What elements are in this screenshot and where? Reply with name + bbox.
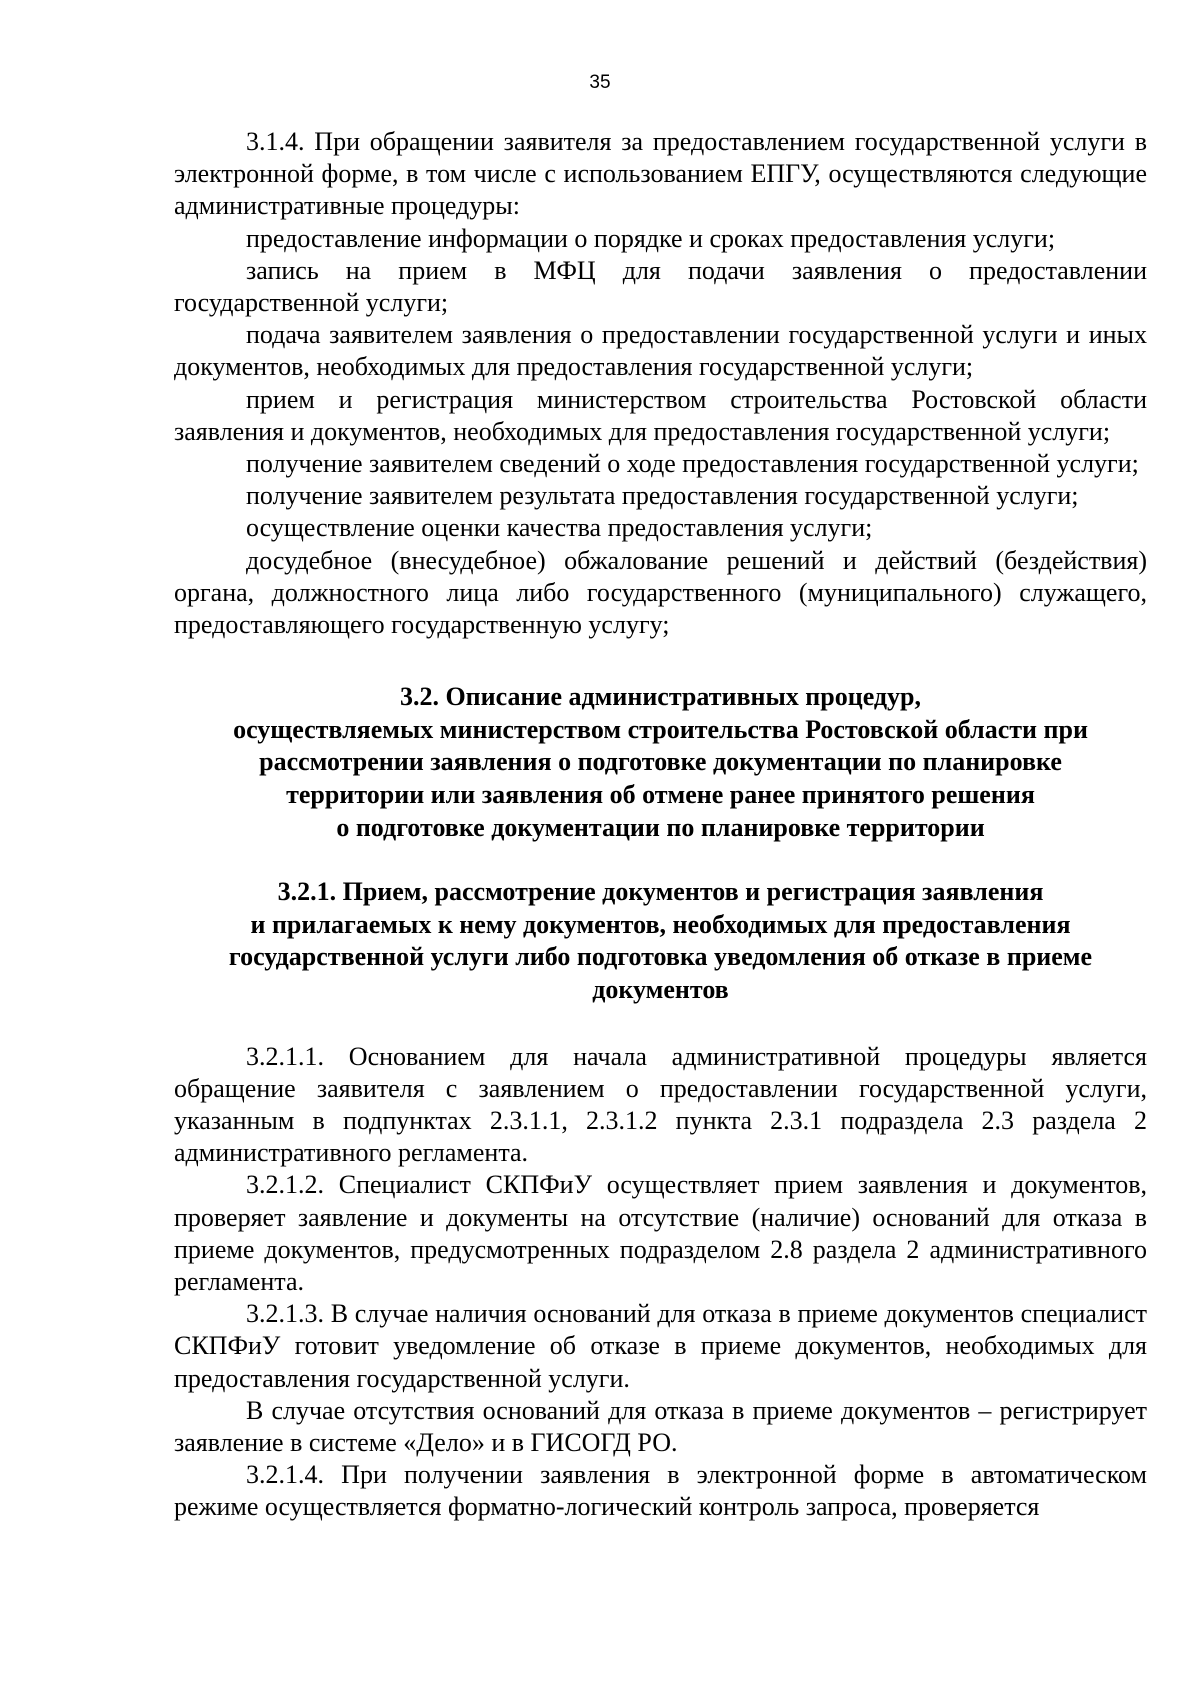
page-number: 35 (589, 72, 611, 93)
heading-line: и прилагаемых к нему документов, необходимых для предоставления (250, 909, 1071, 939)
list-item-appeal: досудебное (внесудебное) обжалование решений и действий (бездействия) органа, должностного лица либо государственного (муниципального) служащего, предоставляющего государственную услугу; (174, 545, 1147, 640)
list-item-progress-info: получение заявителем сведений о ходе предоставления государственной услуги; (246, 449, 1139, 479)
paragraph-3-1-4: 3.1.4. При обращении заявителя за предоставлением государственной услуги в электронной форме, в том числе с использованием ЕПГУ, осуществляются следующие административные процедуры: (174, 127, 1147, 221)
section-heading-3-2 (174, 681, 1147, 844)
document-body (174, 126, 1147, 1524)
heading-line: о подготовке документации по планировке территории (336, 812, 985, 842)
heading-line: осуществляемых министерством строительства Ростовской области при (233, 714, 1088, 744)
paragraph-3-2-1-4: 3.2.1.4. При получении заявления в электронной форме в автоматическом режиме осуществляется форматно-логический контроль запроса, проверяется (174, 1460, 1147, 1522)
paragraph-no-grounds: В случае отсутствия оснований для отказа в приеме документов – регистрирует заявление в системе «Дело» и в ГИСОГД РО. (174, 1395, 1147, 1458)
heading-line: документов (592, 975, 729, 1004)
list-item-mfc-appointment: запись на прием в МФЦ для подачи заявления о предоставлении государственной услуги; (174, 255, 1147, 318)
heading-line: территории или заявления об отмене ранее принятого решения (286, 780, 1035, 810)
list-item-result: получение заявителем результата предоставления государственной услуги; (246, 481, 1079, 511)
list-item-quality-assessment: осуществление оценки качества предоставления услуги; (246, 513, 873, 543)
spacer (174, 1007, 1147, 1041)
heading-line: государственной услуги либо подготовка уведомления об отказе в приеме (228, 942, 1093, 972)
subsection-heading-3-2-1 (174, 876, 1147, 1006)
list-item-registration: прием и регистрация министерством строительства Ростовской области заявления и документов, необходимых для предоставления государственной услуги; (174, 384, 1147, 446)
list-item-information: предоставление информации о порядке и сроках предоставления услуги; (246, 223, 1056, 253)
spacer (174, 844, 1147, 876)
list-item-submission: подача заявителем заявления о предоставлении государственной услуги и иных документов, необходимых для предоставления государственной услуги; (174, 320, 1147, 382)
paragraph-3-2-1-3: 3.2.1.3. В случае наличия оснований для отказа в приеме документов специалист СКПФиУ готовит уведомление об отказе в приеме документов, необходимых для предоставления государственной услуги. (174, 1299, 1147, 1393)
heading-line: 3.2.1. Прием, рассмотрение документов и регистрация заявления (277, 877, 1044, 907)
heading-line: рассмотрении заявления о подготовке документации по планировке (259, 747, 1062, 777)
paragraph-3-2-1-2: 3.2.1.2. Специалист СКПФиУ осуществляет прием заявления и документов, проверяет заявление и документы на отсутствие (наличие) оснований для отказа в приеме документов, предусмотренных подразделом 2.8 раздела 2 административного регламента. (174, 1170, 1147, 1297)
spacer (174, 641, 1147, 681)
paragraph-3-2-1-1: 3.2.1.1. Основанием для начала административной процедуры является обращение заявителя с заявлением о предоставлении государственной услуги, указанным в подпунктах 2.3.1.1, 2.3.1.2 пункта 2.3.1 подраздела 2.3 раздела 2 административного регламента. (174, 1041, 1147, 1168)
heading-line: 3.2. Описание административных процедур, (399, 682, 922, 712)
